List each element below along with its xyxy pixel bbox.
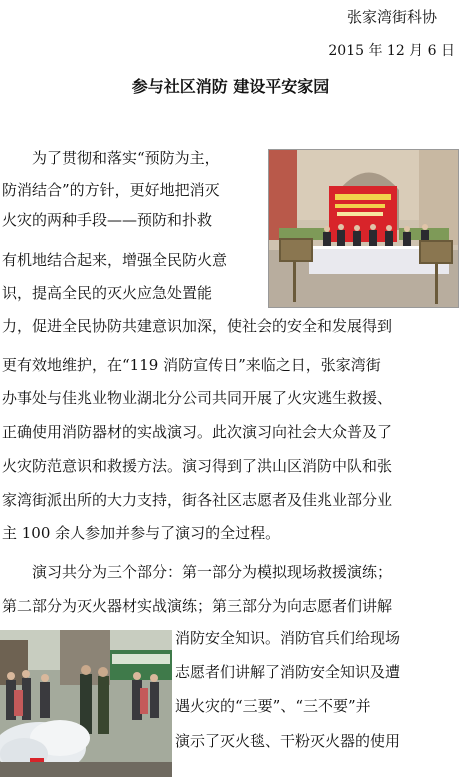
body-line: 第二部分为灭火器材实战演练；第三部分为向志愿者们讲解	[2, 597, 393, 615]
body-line: 火灾的两种手段——预防和扑救	[2, 211, 213, 229]
drill-photo	[0, 630, 172, 777]
article-title: 参与社区消防 建设平安家园	[131, 77, 330, 96]
body-line: 办事处与佳兆业物业湖北分公司共同开展了火灾逃生救援、	[2, 389, 393, 407]
body-line: 力，促进全民协防共建意识加深，使社会的安全和发展得到	[2, 317, 393, 335]
body-line: 正确使用消防器材的实战演习。此次演习向社会大众普及了	[2, 423, 393, 441]
body-line: 识，提高全民的灭火应急处置能	[2, 284, 213, 302]
body-line: 更有效地维护，在“119 消防宣传日”来临之日，张家湾街	[2, 356, 381, 374]
body-line: 消防安全知识。消防官兵们给现场	[175, 629, 401, 647]
publish-date: 2015 年 12 月 6 日	[328, 43, 455, 59]
body-line: 家湾街派出所的大力支持，街各社区志愿者及佳兆业部分业	[2, 491, 393, 509]
ceremony-photo	[268, 149, 459, 308]
body-line: 演习共分为三个部分：第一部分为模拟现场救援演练；	[32, 563, 393, 581]
body-line: 遇火灾的“三要”、“三不要”并	[175, 697, 371, 715]
body-line: 为了贯彻和落实“预防为主，	[32, 149, 220, 167]
body-line: 火灾防范意识和救援方法。演习得到了洪山区消防中队和张	[2, 457, 393, 475]
body-line: 志愿者们讲解了消防安全知识及遭	[175, 663, 401, 681]
body-line: 主 100 余人参加并参与了演习的全过程。	[2, 524, 281, 542]
org-name: 张家湾街科协	[346, 8, 437, 26]
body-line: 演示了灭火毯、干粉灭火器的使用	[175, 732, 401, 750]
body-line: 有机地结合起来，增强全民防火意	[2, 251, 228, 269]
body-line: 防消结合”的方针，更好地把消灭	[2, 181, 220, 199]
